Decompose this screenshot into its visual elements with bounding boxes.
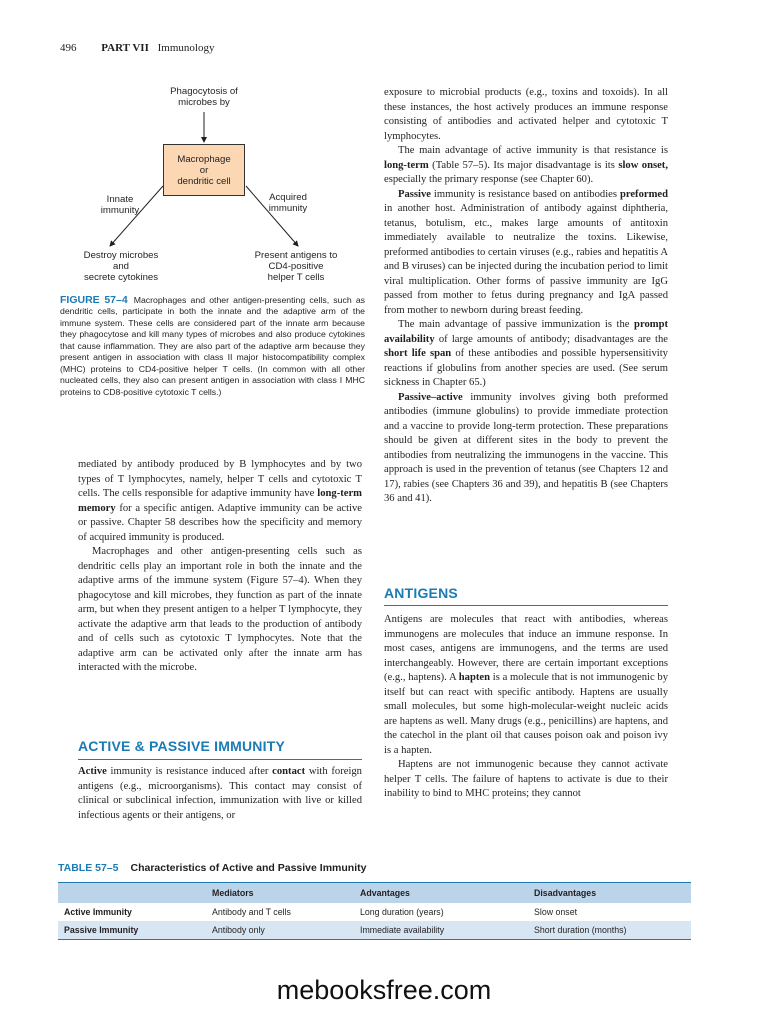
right-column-text: [384, 86, 668, 507]
table-header-cell: [58, 883, 206, 904]
section-heading-active-passive: ACTIVE & PASSIVE IMMUNITY: [78, 738, 285, 754]
table-number: TABLE 57–5: [58, 862, 119, 874]
paragraph: Haptens are not immunogenic because they cannot activate helper T cells. The failure of haptens to activate is due to their inability to bind to MHC proteins; they cannot: [384, 759, 668, 799]
table-row: [58, 921, 691, 940]
macrophage-box: Macrophage or dendritic cell: [163, 144, 245, 196]
paragraph: The main advantage of active immunity is that resistance is long-term (Table 57–5). Its major disadvantage is its slow onset, especially the primary response (see Chapter 60).: [384, 145, 668, 185]
label-innate-immunity: Innate immunity: [100, 194, 140, 216]
label-present-antigens: Present antigens to CD4-positive helper T cells: [254, 250, 338, 283]
paragraph: mediated by antibody produced by B lymphocytes and by two types of T lymphocytes, namely, helper T cells and cytotoxic T cells. The cells responsible for adaptive immunity have long-term memory for a specific antigen. Adaptive immunity can be active or passive. Chapter 58 describes how the specificity and memory of acquired immunity is produced.: [78, 459, 362, 543]
table-cell: Immediate availability: [354, 921, 528, 940]
table-cell: Long duration (years): [354, 903, 528, 921]
caption-text: Macrophages and other antigen-presenting cells, such as dendritic cells, participate in both the innate and the adaptive arm of the immune system. These cells are considered part of the innate arm because they phagocytose and kill many types of microbes and also produce cytokines that cause inflammation. They are also part of the adaptive arm because they present antigen in association with class II major histocompatibility complex (MHC) proteins to CD4-positive helper T cells. (In common with all other nucleated cells, they also can present antigen in association with class I MHC proteins to CD8-positive cytotoxic T cells.): [60, 295, 365, 397]
label-destroy-microbes: Destroy microbes and secrete cytokines: [83, 250, 159, 283]
paragraph: Passive immunity is resistance based on antibodies preformed in another host. Administration of antibody against diphtheria, tetanus, botulism, etc., makes large amounts of antitoxin immediately available to neutralize the toxins. Likewise, preformed antibodies to certain viruses (e.g., rabies and hepatitis A and B viruses) can be injected during the incubation period to limit viral multiplication. Other forms of passive immunity are IgG passed from mother to fetus during pregnancy and IgA passed from mother to newborn during breast feeding.: [384, 188, 668, 316]
paragraph: exposure to microbial products (e.g., toxins and toxoids). In all these instances, the host actively produces an immune response consisting of antibodies and activated helper and cytotoxic T lymphocytes.: [384, 87, 668, 142]
section-rule: [384, 605, 668, 606]
figure-number: FIGURE 57–4: [60, 294, 128, 306]
label-acquired-immunity: Acquired immunity: [268, 192, 308, 214]
active-immunity-text: [78, 765, 362, 823]
left-column-text: [78, 458, 362, 676]
table-row: [58, 903, 691, 921]
antigens-text: [384, 613, 668, 802]
page-number: 496: [60, 42, 77, 54]
table-header-cell: Advantages: [354, 883, 528, 904]
paragraph: Macrophages and other antigen-presenting cells such as dendritic cells play an important role in both the innate and the adaptive arms of the immune system (Figure 57–4). When they phagocytose and kill microbes, they function as part of the innate arm, but when they present antigen to a helper T lymphocyte, they activate the adaptive arm that leads to the production of antibody and of cells such as cytotoxic T lymphocytes. Note that the adaptive arm can be activated only after the innate arm has interacted with the microbe.: [78, 546, 362, 673]
figure-caption: [60, 295, 365, 398]
table-row-header: Active Immunity: [58, 903, 206, 921]
immunity-table: [58, 882, 691, 940]
label-phagocytosis: Phagocytosis of microbes by: [170, 86, 238, 108]
section-heading-antigens: ANTIGENS: [384, 585, 458, 601]
table-cell: Antibody only: [206, 921, 354, 940]
table-header-row: [58, 883, 691, 904]
table-title: [58, 862, 366, 874]
paragraph: Active immunity is resistance induced after contact with foreign antigens (e.g., microorganisms). This contact may consist of clinical or subclinical infection, immunization with live or killed infectious agents or their antigens, or: [78, 766, 362, 821]
part-subject: Immunology: [157, 42, 215, 54]
table-cell: Slow onset: [528, 903, 691, 921]
table-cell: Antibody and T cells: [206, 903, 354, 921]
table-caption: Characteristics of Active and Passive Immunity: [130, 862, 367, 874]
part-label: PART VII: [101, 42, 149, 54]
figure-diagram: [60, 86, 364, 296]
paragraph: The main advantage of passive immunization is the prompt availability of large amounts of antibody; disadvantages are the short life span of these antibodies and possible hypersensitivity reactions if globulins from another species are used. (See serum sickness in Chapter 65.): [384, 319, 668, 388]
running-header: [60, 42, 214, 54]
table-cell: Short duration (months): [528, 921, 691, 940]
table-header-cell: Disadvantages: [528, 883, 691, 904]
paragraph: Passive–active immunity involves giving both preformed antibodies (immune globulins) to provide immediate protection and a vaccine to provide long-term protection. These preparations should be given at different sites in the body to prevent the antibodies from neutralizing the immunogens in the vaccine. This approach is used in the prevention of tetanus (see Chapters 12 and 17), rabies (see Chapters 36 and 39), and hepatitis B (see Chapters 36 and 41).: [384, 391, 668, 504]
table-row-header: Passive Immunity: [58, 921, 206, 940]
section-rule: [78, 759, 362, 760]
watermark-text: mebooksfree.com: [276, 975, 492, 1005]
paragraph: Antigens are molecules that react with antibodies, whereas immunogens are molecules that induce an immune response. In most cases, antigens are immunogens, and the terms are used interchangeably. However, there are certain important exceptions (e.g., haptens). A hapten is a molecule that is not immunogenic by itself but can react with specific antibody. Haptens are usually small molecules, but some high-molecular-weight nucleic acids are haptens as well. Many drugs (e.g., penicillins) are haptens, and the catechol in the plant oil that causes poison oak and poison ivy is a hapten.: [384, 614, 669, 756]
table-header-cell: Mediators: [206, 883, 354, 904]
